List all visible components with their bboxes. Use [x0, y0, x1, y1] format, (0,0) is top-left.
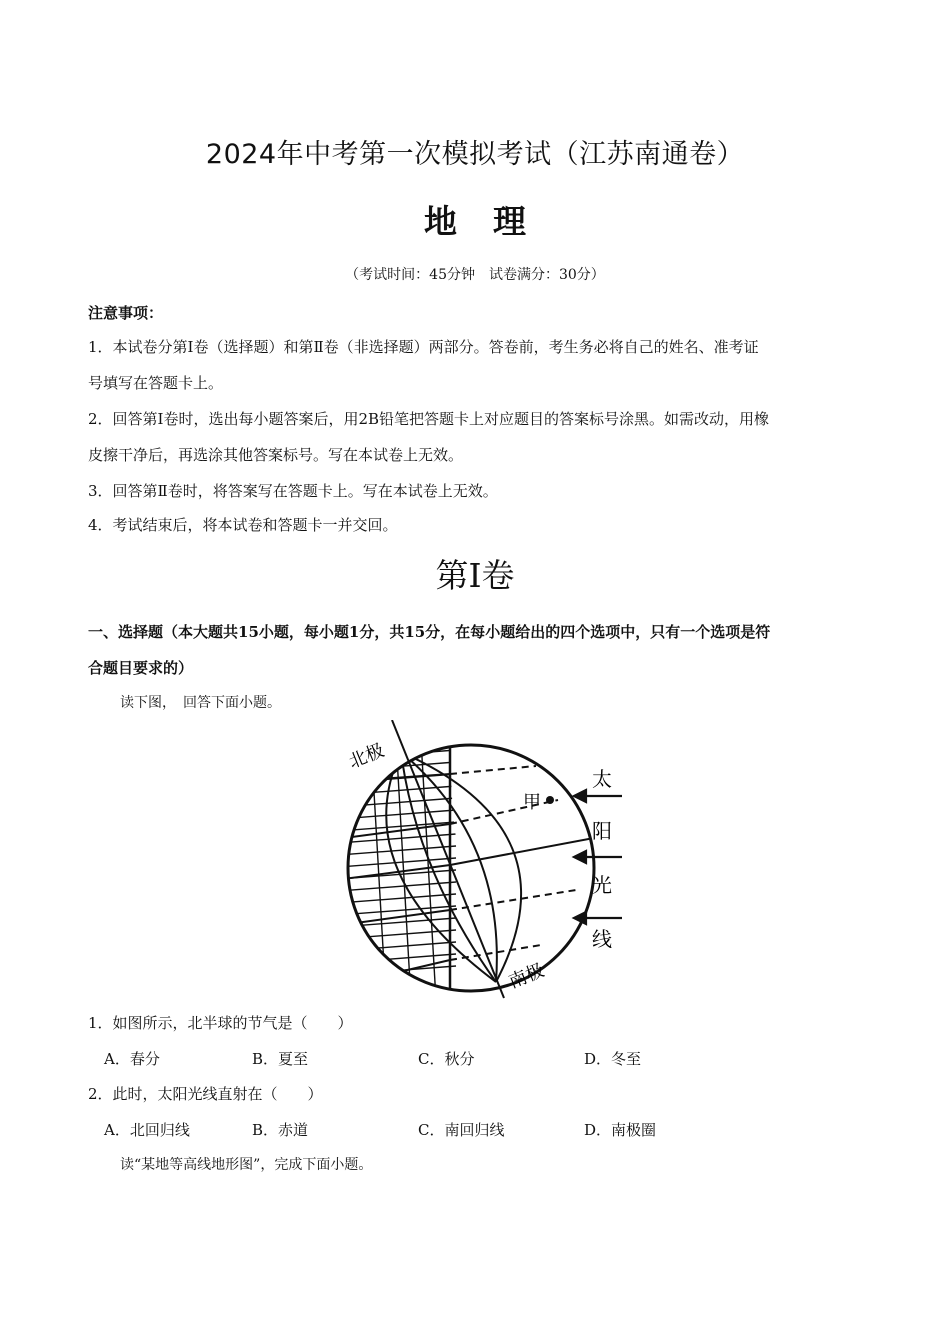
next-prompt: 读“某地等高线地形图”，完成下面小题。: [120, 1157, 373, 1173]
subject-title: 地理: [424, 202, 562, 241]
notice-line: 4．考试结束后，将本试卷和答题卡一并交回。: [88, 516, 398, 534]
question-option: A．春分: [104, 1050, 160, 1068]
question-stem: 1．如图所示，北半球的节气是（ ）: [88, 1014, 353, 1032]
globe-outline: [348, 745, 594, 991]
sunlight-char: 光: [592, 873, 612, 897]
question-option: A．北回归线: [104, 1121, 190, 1139]
parallel-dashed: [450, 766, 536, 774]
point-jia-marker: [546, 796, 554, 804]
section-instruction: 合题目要求的）: [88, 659, 194, 677]
sunlight-char: 阳: [592, 819, 612, 843]
north-pole-label: 北极: [345, 739, 388, 773]
section-instruction: 一、选择题（本大题共15小题，每小题1分，共15分，在每小题给出的四个选项中，只有一个选项是符: [88, 623, 771, 641]
question-option: D．南极圈: [584, 1121, 657, 1139]
earth-illumination-diagram: [326, 720, 626, 1000]
notice-line: 2．回答第Ⅰ卷时，选出每小题答案后，用2B铅笔把答题卡上对应题目的答案标号涂黑。如需改动，用橡: [88, 410, 770, 428]
sunlight-char: 线: [592, 927, 612, 951]
exam-info: （考试时间：45分钟 试卷满分：30分）: [345, 267, 605, 283]
parallel-dashed: [450, 890, 576, 910]
question-option: D．冬至: [584, 1050, 642, 1068]
notice-line: 皮擦干净后，再选涂其他答案标号。写在本试卷上无效。: [88, 446, 464, 464]
question-stem: 2．此时，太阳光线直射在（ ）: [88, 1085, 323, 1103]
notice-line: 1．本试卷分第Ⅰ卷（选择题）和第Ⅱ卷（非选择题）两部分。答卷前，考生务必将自己的姓名、准考证: [88, 338, 759, 356]
notice-heading: 注意事项：: [88, 304, 164, 322]
notice-line: 3．回答第Ⅱ卷时，将答案写在答题卡上。写在本试卷上无效。: [88, 482, 498, 500]
point-jia-label: 甲: [523, 792, 541, 813]
exam-title: 2024年中考第一次模拟考试（江苏南通卷）: [205, 139, 745, 170]
sunlight-char: 太: [592, 767, 612, 791]
question-option: C．南回归线: [418, 1121, 505, 1139]
notice-line: 号填写在答题卡上。: [88, 374, 224, 392]
parallel-dashed: [450, 945, 541, 960]
read-prompt: 读下图， 回答下面小题。: [120, 695, 281, 711]
parallel-dashed: [450, 800, 558, 824]
parallel: [366, 774, 450, 780]
question-option: C．秋分: [418, 1050, 475, 1068]
question-option: B．赤道: [252, 1121, 309, 1139]
section-title: 第Ⅰ卷: [435, 556, 515, 595]
question-option: B．夏至: [252, 1050, 309, 1068]
south-pole-label: 南极: [505, 959, 548, 993]
